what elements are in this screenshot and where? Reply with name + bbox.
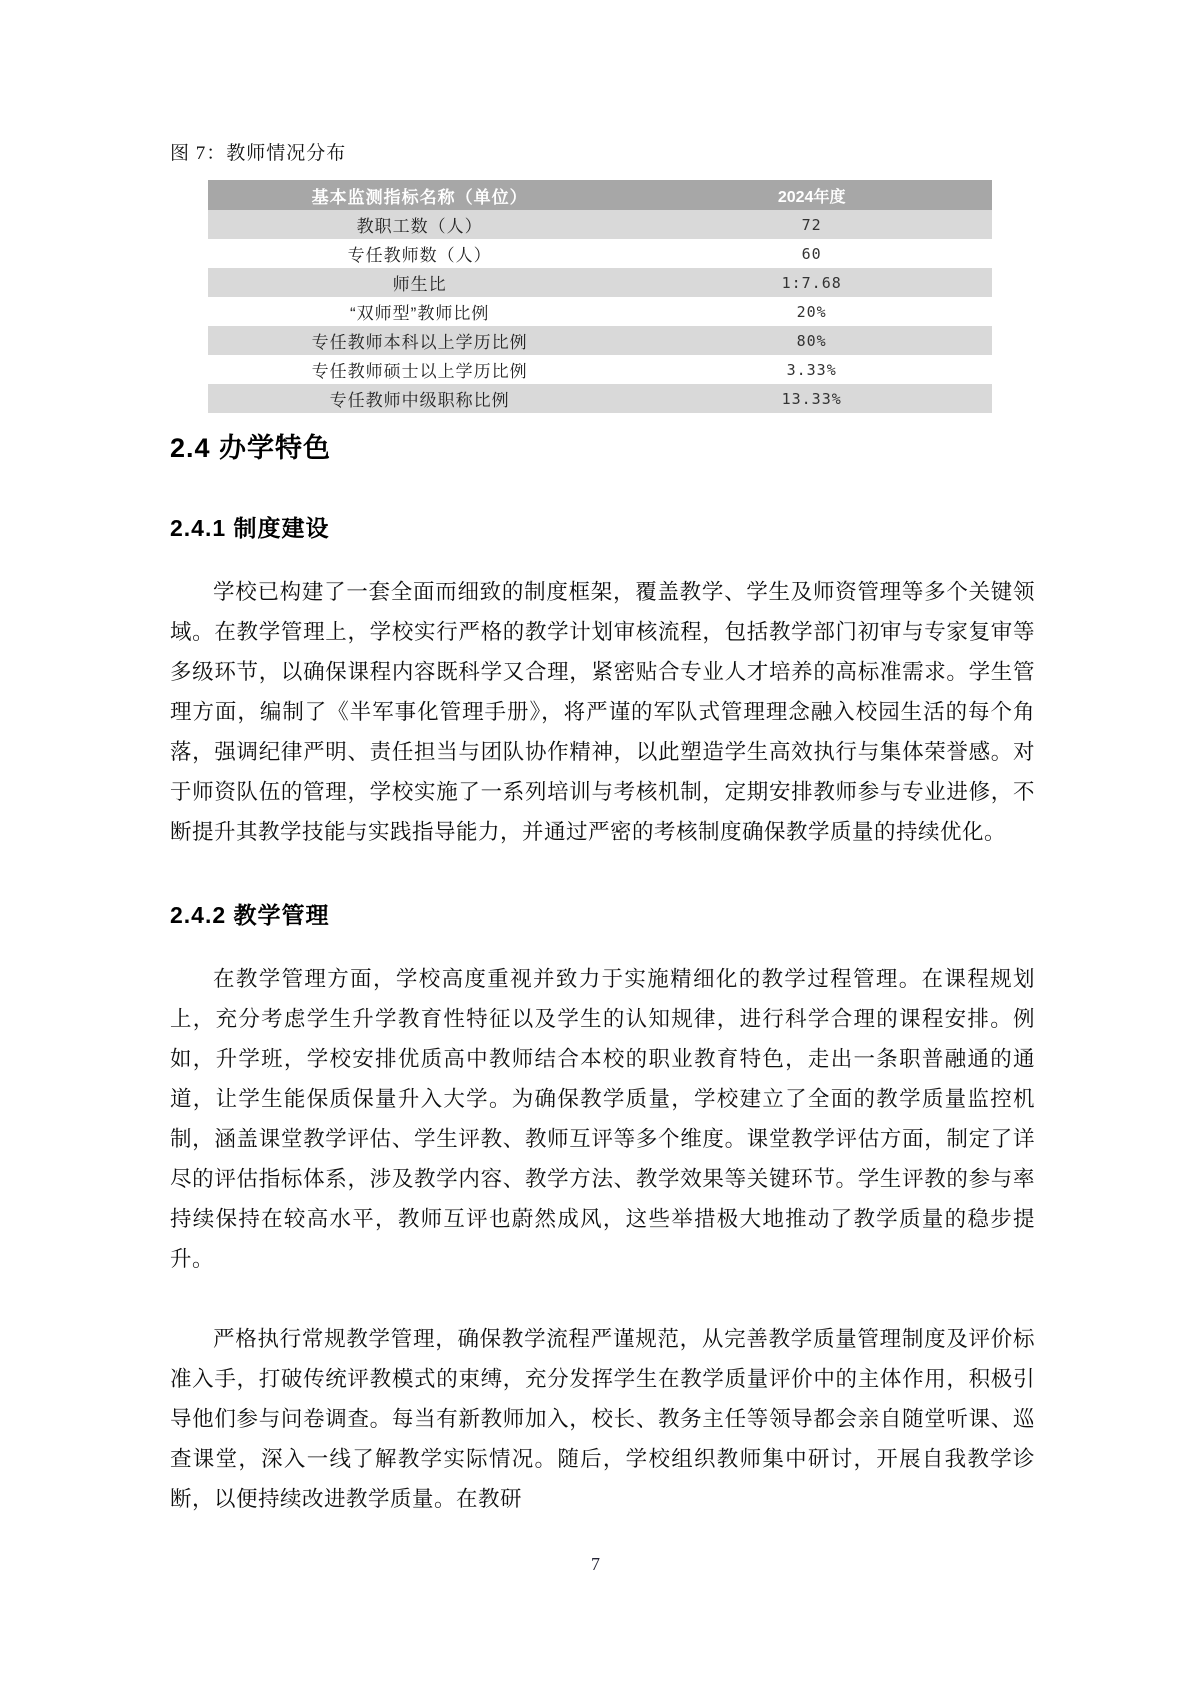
paragraph-teaching-management-1: 在教学管理方面，学校高度重视并致力于实施精细化的教学过程管理。在课程规划上，充分考虑学生升学教育性特征以及学生的认知规律，进行科学合理的课程安排。例如，升学班，学校安排优质高中教师结合本校的职业教育特色，走出一条职普融通的通道，让学生能保质保量升入大学。为确保教学质量，学校建立了全面的教学质量监控机制，涵盖课堂教学评估、学生评教、教师互评等多个维度。课堂教学评估方面，制定了详尽的评估指标体系，涉及教学内容、教学方法、教学效果等关键环节。学生评教的参与率持续保持在较高水平，教师互评也蔚然成风，这些举措极大地推动了教学质量的稳步提升。 — [170, 967, 1035, 1271]
row-value: 60 — [801, 244, 822, 263]
row-label: 师生比 — [392, 275, 447, 294]
teacher-metrics-table — [208, 180, 992, 413]
table-row — [208, 355, 992, 384]
row-value: 3.33% — [786, 360, 837, 379]
table-row — [208, 210, 992, 239]
row-label: 专任教师本科以上学历比例 — [311, 333, 528, 352]
section-heading-2-4: 2.4 办学特色 — [170, 433, 332, 463]
row-value: 80% — [796, 331, 827, 350]
table-row — [208, 239, 992, 268]
row-value: 1:7.68 — [781, 273, 842, 292]
row-value: 13.33% — [781, 389, 842, 408]
paragraph-teaching-management-2: 严格执行常规教学管理，确保教学流程严谨规范，从完善教学质量管理制度及评价标准入手，打破传统评教模式的束缚，充分发挥学生在教学质量评价中的主体作用，积极引导他们参与问卷调查。每当有新教师加入，校长、教务主任等领导都会亲自随堂听课、巡查课堂，深入一线了解教学实际情况。随后，学校组织教师集中研讨，开展自我教学诊断，以便持续改进教学质量。在教研 — [170, 1327, 1035, 1511]
row-label: 专任教师硕士以上学历比例 — [311, 362, 528, 381]
table-row — [208, 384, 992, 413]
row-value: 20% — [796, 302, 827, 321]
page-content — [170, 138, 1035, 1519]
table-header-row — [208, 180, 992, 210]
row-label: 专任教师数（人） — [347, 246, 492, 265]
table-row — [208, 326, 992, 355]
column-header-year: 2024年度 — [777, 188, 846, 206]
column-header-indicator: 基本监测指标名称（单位） — [311, 187, 528, 207]
table-row — [208, 297, 992, 326]
figure-caption: 图 7：教师情况分布 — [170, 143, 347, 164]
row-label: 教职工数（人） — [356, 217, 483, 236]
paragraph-institution-building: 学校已构建了一套全面而细致的制度框架，覆盖教学、学生及师资管理等多个关键领域。在教学管理上，学校实行严格的教学计划审核流程，包括教学部门初审与专家复审等多级环节，以确保课程内容既科学又合理，紧密贴合专业人才培养的高标准需求。学生管理方面，编制了《半军事化管理手册》，将严谨的军队式管理理念融入校园生活的每个角落，强调纪律严明、责任担当与团队协作精神，以此塑造学生高效执行与集体荣誉感。对于师资队伍的管理，学校实施了一系列培训与考核机制，定期安排教师参与专业进修，不断提升其教学技能与实践指导能力，并通过严密的考核制度确保教学质量的持续优化。 — [170, 580, 1035, 844]
row-value: 72 — [801, 215, 822, 234]
row-label: “双师型”教师比例 — [350, 304, 490, 323]
section-heading-2-4-1: 2.4.1 制度建设 — [170, 515, 330, 541]
table-row — [208, 268, 992, 297]
page-number: 7 — [591, 1554, 600, 1574]
section-heading-2-4-2: 2.4.2 教学管理 — [170, 902, 330, 928]
row-label: 专任教师中级职称比例 — [329, 391, 510, 410]
